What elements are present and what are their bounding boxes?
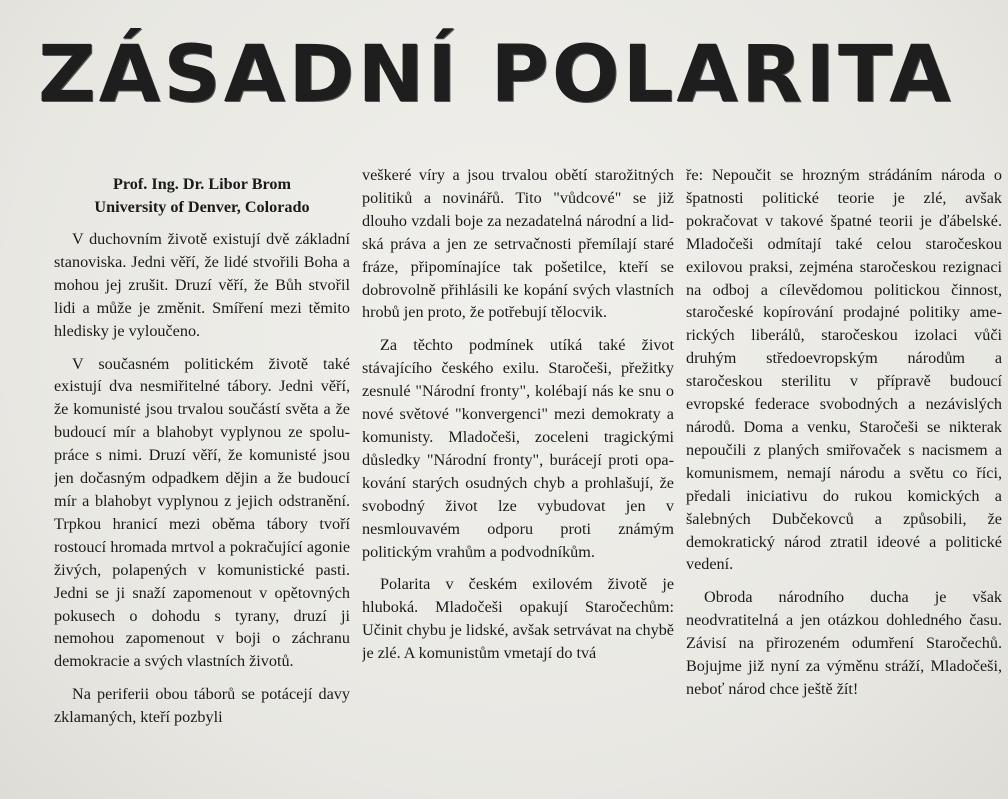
headline: ZÁSADNÍ POLARITA	[38, 30, 954, 120]
paragraph: V současném politickém životě také existují dva nesmiřitelné tábory. Jedni věří, že komunisté jsou trvalou součástí světa a že budoucí mír a blahobyt vyplynou ze spolupráce s nimi. Druzí věří, že komunisté jsou jen dočasným odpadkem dějin a že budoucí mír a blahobyt vyplynou z jejich odstranění. Trpkou hranicí mezi oběma tábory tvoří rostoucí hromada mrtvol a pokračující agonie živých, polapených v komunistické pasti. Jedni se ji snaží zapomenout v opětovných pokusech o dohodu s tyrany, druzí ji nemohou zapomenout v boji o záchranu demokracie a svých vlastních životů.	[54, 354, 350, 671]
article-column-3	[686, 164, 1002, 794]
paragraph: Obroda národního ducha je však neodvratitelná a jen otázkou dohledného času. Závisí na přirozeném odumření Staročechů. Bojujme již nyní za výměnu stráží, Mladočeši, neboť národ chce ještě žít!	[686, 588, 1002, 698]
paragraph: Na periferii obou táborů se potácejí davy zklamaných, kteří pozbyli	[54, 685, 350, 727]
paragraph-continuation: ře: Nepoučit se hrozným strádáním národa o špatnosti politické teorie je zlé, avšak pokračovat v takové špatné teorii je ďábelské. Mladočeši odmítají také celou staročeskou exilovou praksi, zejména staročeskou rezignaci na odboj a cílevědomou politickou činnost, staročeské kopírování prodajné politiky amerických liberálů, staročeskou izolaci vůči druhým středoevropským národům a staročeskou sterilitu v přípravě budoucí evropské federace svobodných a nezávislých národů. Doma a venku, Staročeši se nikterak nepoučili z planých smiřovaček s nacismem a komunismem, nemají národu a světu co říci, předali iniciativu do rukou komických a šalebných Dubčekovců a způsobili, že demokratický národ ztratil ideové a politické vedení.	[686, 166, 1002, 574]
byline	[54, 173, 350, 219]
paragraph: Za těchto podmínek utíká také život stávajícího českého exilu. Staročeši, přežitky zesnulé "Národní fronty", kolébají nás ke snu o nové světové "konvergenci" mezi demokraty a komunisty. Mladočeši, zoceleni tragickými důsledky "Národní fronty", burácejí proti opakování starých osudných chyb a prohlašují, že svobodný život lze vybudovat jen v nesmlouvavém odporu proti známým politickým vrahům a podvodníkům.	[362, 336, 674, 561]
paragraph: V duchovním životě existují dvě základní stanoviska. Jedni věří, že lidé stvořili Boha a mohou jej zrušit. Druzí věří, že Bůh stvořil lidi a může je změnit. Smíření mezi těmito hledisky je vyloučeno.	[54, 230, 350, 340]
author-affiliation: University of Denver, Colorado	[94, 198, 310, 216]
paragraph: Polarita v českém exilovém životě je hluboká. Mladočeši opakují Staročechům: Učinit chybu je lidské, avšak setrvávat na chybě je zlé. A komunistům vmetají do tvá	[362, 575, 674, 663]
article-column-1	[54, 173, 350, 793]
paragraph-continuation: veškeré víry a jsou trvalou obětí starožitných politiků a novinářů. Tito "vůdcové" se již dlouho vzdali boje za nezadatelná národní a lidská práva a jen ze setrvačnosti přemílají staré fráze, připomínajíce tak pošetilce, kteří se dobrovolně přihlásili ke kopání svých vlastních hrobů jen proto, že potřebují tělocvik.	[362, 166, 674, 322]
author-name: Prof. Ing. Dr. Libor Brom	[113, 175, 291, 193]
article-column-2	[362, 164, 674, 794]
